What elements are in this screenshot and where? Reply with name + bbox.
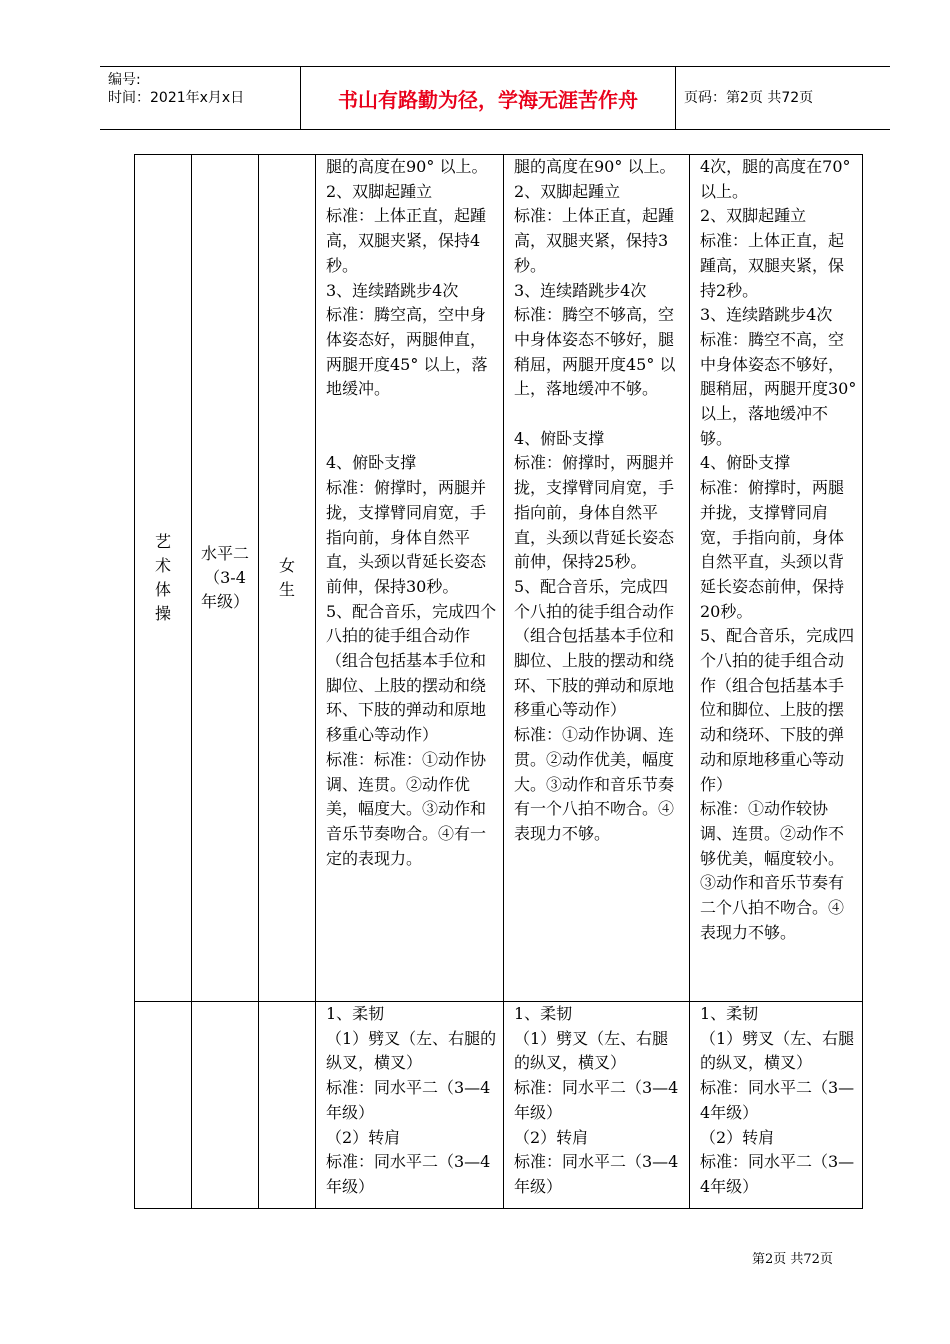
standard-text-a: 1、柔韧 （1）劈叉（左、右腿的纵叉，横叉） 标准：同水平二（3—4年级） （2）转肩 标准：同水平二（3—4年级） (326, 1004, 497, 1196)
header-meta (100, 67, 301, 129)
gender-cell (259, 155, 316, 1002)
standard-cell-a (316, 155, 504, 1002)
empty-cell (259, 1002, 316, 1209)
standard-text-b: 1、柔韧 （1）劈叉（左、右腿的纵叉，横叉） 标准：同水平二（3—4年级） （2）转肩 标准：同水平二（3—4年级） (514, 1004, 679, 1196)
assessment-table (134, 154, 863, 1209)
serial-label: 编号: (108, 72, 141, 88)
empty-cell (135, 1002, 192, 1209)
standard-text-b: 腿的高度在90° 以上。 2、双脚起踵立 标准：上体正直，起踵高，双腿夹紧，保持3秒。 3、连续踏跳步4次 标准：腾空不够高，空中身体姿态不够好，腿稍屈，两腿开度45° 以上，落地缓冲不够。 4、俯卧支撑 标准：俯撑时，两腿并拢，支撑臂同肩宽，手指向前，身体自然平直，头颈以背延长姿态前伸，保持25秒。 5、配合音乐，完成四个八拍的徒手组合动作（组合包括基本手位和脚位、上肢的摆动和绕环、下肢的弹动和原地移重心等动作） 标准：①动作协调、连贯。②动作优美，幅度大。③动作和音乐节奏有一个八拍不吻合。④表现力不够。 (514, 157, 676, 843)
standard-cell-b (504, 1002, 690, 1209)
standard-cell-c (690, 1002, 863, 1209)
empty-cell (192, 1002, 259, 1209)
page-footer: 第2页 共72页 (752, 1252, 833, 1267)
header-page-info: 页码：第2页 共72页 (684, 90, 814, 106)
standard-cell-b (504, 155, 690, 1002)
gender-label: 女生 (278, 556, 295, 599)
standard-text-c: 4次，腿的高度在70° 以上。 2、双脚起踵立 标准：上体正直，起踵高，双腿夹紧，保持2秒。 3、连续踏跳步4次 标准：腾空不高，空中身体姿态不够好，腿稍屈，两腿开度30° 以上，落地缓冲不够。 4、俯卧支撑 标准：俯撑时，两腿并拢，支撑臂同肩宽，手指向前，身体自然平直，头颈以背延长姿态前伸，保持20秒。 5、配合音乐，完成四个八拍的徒手组合动作（组合包括基本手位和脚位、上肢的摆动和绕环、下肢的弹动和原地移重心等动作） 标准：①动作较协调、连贯。②动作不够优美，幅度较小。③动作和音乐节奏有二个八拍不吻合。④表现力不够。 (700, 157, 857, 942)
standard-cell-a (316, 1002, 504, 1209)
table-row (135, 1002, 863, 1209)
time-label: 时间：2021年x月x日 (108, 90, 245, 106)
category-label: 艺术体操 (154, 532, 171, 623)
header-motto: 书山有路勤为径，学海无涯苦作舟 (301, 67, 676, 129)
category-cell (135, 155, 192, 1002)
standard-text-c: 1、柔韧 （1）劈叉（左、右腿的纵叉，横叉） 标准：同水平二（3—4年级） （2）转肩 标准：同水平二（3—4年级） (700, 1004, 855, 1196)
level-cell (192, 155, 259, 1002)
table-row (135, 155, 863, 1002)
page-header (100, 66, 890, 130)
level-label: 水平二 （3-4 年级） (200, 544, 249, 611)
standard-cell-c (690, 155, 863, 1002)
standard-text-a: 腿的高度在90° 以上。 2、双脚起踵立 标准：上体正直，起踵高，双腿夹紧，保持4秒。 3、连续踏跳步4次 标准：腾空高，空中身体姿态好，两腿伸直，两腿开度45° 以上，落地缓冲。 4、俯卧支撑 标准：俯撑时，两腿并拢，支撑臂同肩宽，手指向前，身体自然平直，头颈以背延长姿态前伸，保持30秒。 5、配合音乐，完成四个八拍的徒手组合动作（组合包括基本手位和脚位、上肢的摆动和绕环、下肢的弹动和原地移重心等动作） 标准：标准：①动作协调、连贯。②动作优美，幅度大。③动作和音乐节奏吻合。④有一定的表现力。 (326, 157, 497, 868)
